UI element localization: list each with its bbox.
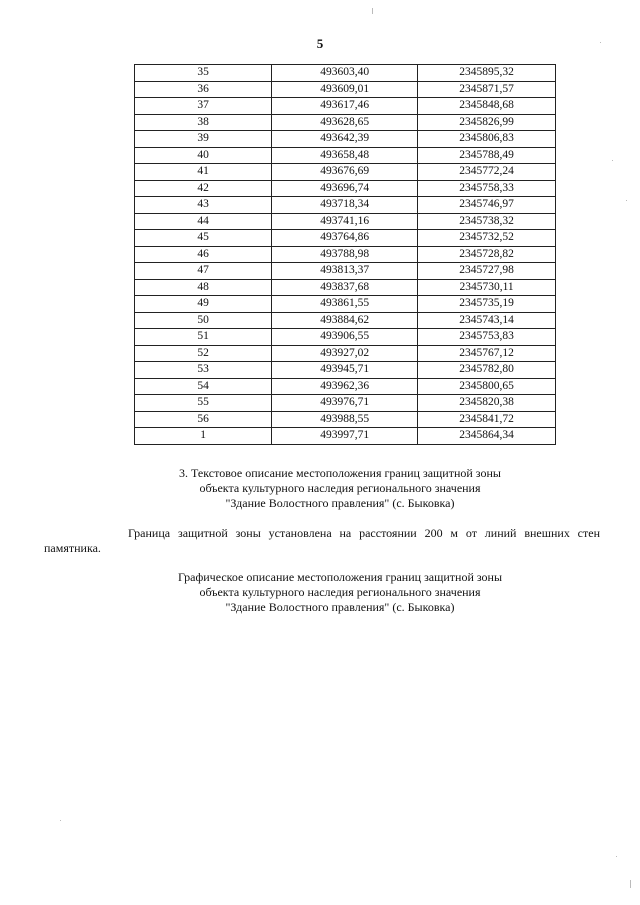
y-coordinate-cell: 2345746,97 <box>418 197 556 214</box>
y-coordinate-cell: 2345732,52 <box>418 230 556 247</box>
x-coordinate-cell: 493741,16 <box>272 213 418 230</box>
point-number-cell: 51 <box>135 329 272 346</box>
table-row <box>135 230 556 247</box>
x-coordinate-cell: 493696,74 <box>272 180 418 197</box>
point-number-cell: 49 <box>135 296 272 313</box>
y-coordinate-cell: 2345753,83 <box>418 329 556 346</box>
section-3-heading-line: объекта культурного наследия регионального значения <box>199 481 481 495</box>
table-row <box>135 164 556 181</box>
point-number-cell: 42 <box>135 180 272 197</box>
coordinates-table-body <box>135 65 556 445</box>
y-coordinate-cell: 2345767,12 <box>418 345 556 362</box>
point-number-cell: 35 <box>135 65 272 82</box>
y-coordinate-cell: 2345895,32 <box>418 65 556 82</box>
point-number-cell: 55 <box>135 395 272 412</box>
x-coordinate-cell: 493603,40 <box>272 65 418 82</box>
page-number: 5 <box>316 36 324 51</box>
y-coordinate-cell: 2345782,80 <box>418 362 556 379</box>
point-number-cell: 39 <box>135 131 272 148</box>
table-row <box>135 263 556 280</box>
table-row <box>135 345 556 362</box>
point-number-cell: 53 <box>135 362 272 379</box>
point-number-cell: 37 <box>135 98 272 115</box>
scan-speck <box>616 856 617 857</box>
y-coordinate-cell: 2345826,99 <box>418 114 556 131</box>
boundary-paragraph-line: Граница защитной зоны установлена на расстоянии 200 м от линий внешних стен <box>128 526 600 540</box>
scan-speck <box>600 42 601 43</box>
point-number-cell: 44 <box>135 213 272 230</box>
point-number-cell: 48 <box>135 279 272 296</box>
y-coordinate-cell: 2345864,34 <box>418 428 556 445</box>
section-3-heading-line: 3. Текстовое описание местоположения границ защитной зоны <box>179 466 501 480</box>
y-coordinate-cell: 2345788,49 <box>418 147 556 164</box>
table-row <box>135 378 556 395</box>
x-coordinate-cell: 493927,02 <box>272 345 418 362</box>
table-row <box>135 279 556 296</box>
x-coordinate-cell: 493764,86 <box>272 230 418 247</box>
point-number-cell: 54 <box>135 378 272 395</box>
y-coordinate-cell: 2345806,83 <box>418 131 556 148</box>
graphic-heading-line: "Здание Волостного правления" (с. Быковка) <box>225 600 455 614</box>
point-number-cell: 50 <box>135 312 272 329</box>
point-number-cell: 41 <box>135 164 272 181</box>
point-number-cell: 52 <box>135 345 272 362</box>
table-row <box>135 329 556 346</box>
point-number-cell: 45 <box>135 230 272 247</box>
point-number-cell: 47 <box>135 263 272 280</box>
x-coordinate-cell: 493813,37 <box>272 263 418 280</box>
table-row <box>135 213 556 230</box>
y-coordinate-cell: 2345820,38 <box>418 395 556 412</box>
x-coordinate-cell: 493628,65 <box>272 114 418 131</box>
x-coordinate-cell: 493642,39 <box>272 131 418 148</box>
boundary-paragraph-line: памятника. <box>44 541 101 555</box>
point-number-cell: 40 <box>135 147 272 164</box>
graphic-description-heading <box>80 570 600 615</box>
y-coordinate-cell: 2345848,68 <box>418 98 556 115</box>
table-row <box>135 395 556 412</box>
coordinates-table <box>134 64 556 445</box>
x-coordinate-cell: 493609,01 <box>272 81 418 98</box>
y-coordinate-cell: 2345735,19 <box>418 296 556 313</box>
scan-speck <box>630 880 631 888</box>
point-number-cell: 38 <box>135 114 272 131</box>
table-row <box>135 197 556 214</box>
table-row <box>135 312 556 329</box>
point-number-cell: 56 <box>135 411 272 428</box>
point-number-cell: 43 <box>135 197 272 214</box>
x-coordinate-cell: 493617,46 <box>272 98 418 115</box>
y-coordinate-cell: 2345800,65 <box>418 378 556 395</box>
table-row <box>135 65 556 82</box>
table-row <box>135 246 556 263</box>
x-coordinate-cell: 493861,55 <box>272 296 418 313</box>
x-coordinate-cell: 493906,55 <box>272 329 418 346</box>
boundary-paragraph <box>44 526 600 556</box>
y-coordinate-cell: 2345738,32 <box>418 213 556 230</box>
table-row <box>135 428 556 445</box>
table-row <box>135 98 556 115</box>
x-coordinate-cell: 493718,34 <box>272 197 418 214</box>
y-coordinate-cell: 2345758,33 <box>418 180 556 197</box>
point-number-cell: 46 <box>135 246 272 263</box>
table-row <box>135 411 556 428</box>
x-coordinate-cell: 493945,71 <box>272 362 418 379</box>
table-row <box>135 180 556 197</box>
x-coordinate-cell: 493676,69 <box>272 164 418 181</box>
y-coordinate-cell: 2345841,72 <box>418 411 556 428</box>
x-coordinate-cell: 493962,36 <box>272 378 418 395</box>
y-coordinate-cell: 2345730,11 <box>418 279 556 296</box>
point-number-cell: 36 <box>135 81 272 98</box>
x-coordinate-cell: 493788,98 <box>272 246 418 263</box>
y-coordinate-cell: 2345871,57 <box>418 81 556 98</box>
table-row <box>135 362 556 379</box>
table-row <box>135 81 556 98</box>
scan-speck <box>60 820 61 821</box>
y-coordinate-cell: 2345728,82 <box>418 246 556 263</box>
y-coordinate-cell: 2345743,14 <box>418 312 556 329</box>
graphic-heading-line: объекта культурного наследия регионального значения <box>199 585 481 599</box>
y-coordinate-cell: 2345727,98 <box>418 263 556 280</box>
point-number-cell: 1 <box>135 428 272 445</box>
scan-speck <box>626 200 627 201</box>
table-row <box>135 114 556 131</box>
section-3-heading <box>80 466 600 511</box>
x-coordinate-cell: 493837,68 <box>272 279 418 296</box>
graphic-heading-line: Графическое описание местоположения границ защитной зоны <box>177 570 503 584</box>
x-coordinate-cell: 493658,48 <box>272 147 418 164</box>
x-coordinate-cell: 493997,71 <box>272 428 418 445</box>
table-row <box>135 296 556 313</box>
y-coordinate-cell: 2345772,24 <box>418 164 556 181</box>
table-row <box>135 147 556 164</box>
section-3-heading-line: "Здание Волостного правления" (с. Быковка) <box>225 496 455 510</box>
scan-speck <box>372 8 373 14</box>
table-row <box>135 131 556 148</box>
x-coordinate-cell: 493976,71 <box>272 395 418 412</box>
x-coordinate-cell: 493988,55 <box>272 411 418 428</box>
scan-speck <box>612 160 613 161</box>
x-coordinate-cell: 493884,62 <box>272 312 418 329</box>
